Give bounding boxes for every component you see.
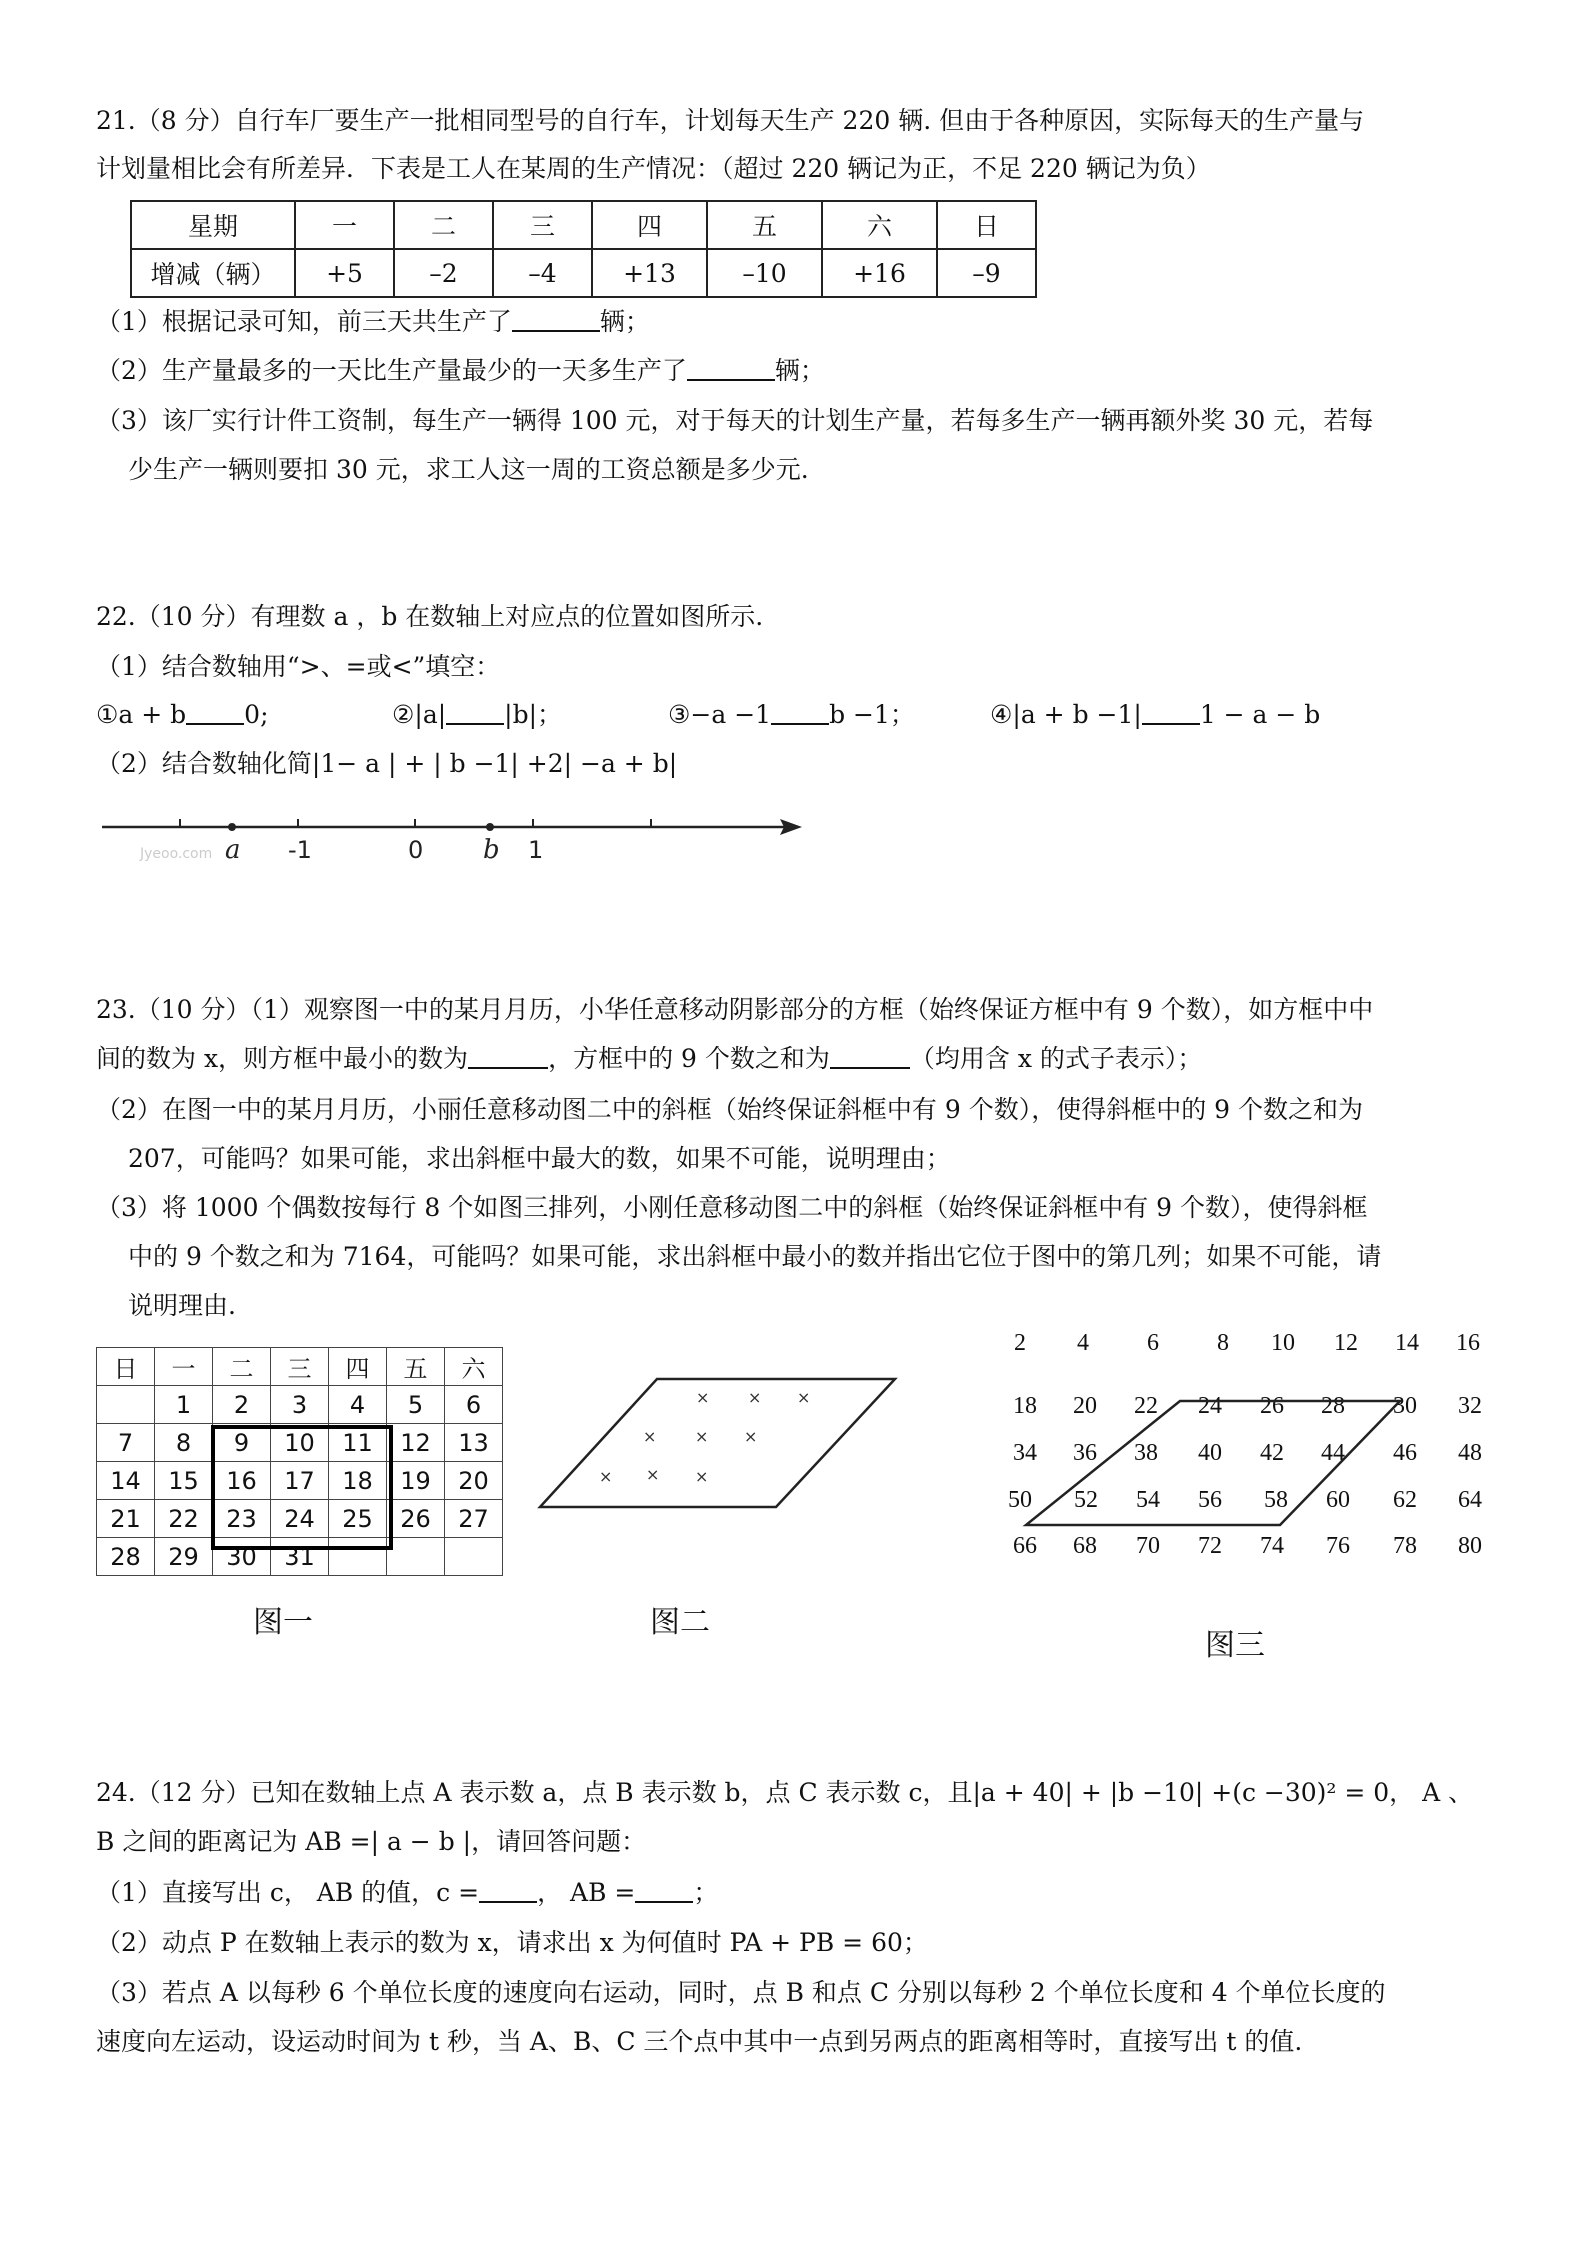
- grid-number: 70: [1136, 1533, 1160, 1559]
- x-mark: ×: [748, 1388, 762, 1407]
- axis-label-neg1: -1: [288, 836, 312, 864]
- grid-number: 32: [1458, 1393, 1482, 1419]
- x-mark: ×: [599, 1467, 613, 1486]
- calendar-cell: 1: [155, 1386, 213, 1424]
- calendar-cell: 四: [329, 1348, 387, 1386]
- grid-number: 60: [1326, 1487, 1350, 1513]
- grid-number: 36: [1073, 1440, 1097, 1466]
- calendar-cell: 3: [271, 1386, 329, 1424]
- q22-item4-text: ④|a + b −1|: [990, 700, 1142, 729]
- answer-blank[interactable]: [446, 699, 504, 725]
- q22-item1-rhs: 0;: [244, 700, 269, 729]
- grid-number: 72: [1198, 1533, 1222, 1559]
- slanted-frame-diagram[interactable]: [538, 1375, 908, 1515]
- calendar-cell: 三: [271, 1348, 329, 1386]
- frame-marks: [599, 1388, 810, 1486]
- x-mark: ×: [646, 1465, 660, 1484]
- grid-number: 26: [1260, 1393, 1284, 1419]
- calendar-cell: 9: [213, 1424, 271, 1462]
- q22-part2: （2）结合数轴化简|1− a | + | b −1| +2| −a + b|: [96, 749, 678, 778]
- grid-number: 24: [1198, 1393, 1222, 1419]
- q23-part3-line2: 中的 9 个数之和为 7164，可能吗？如果可能，求出斜框中最小的数并指出它位于图中的第几列；如果不可能，请: [128, 1242, 1382, 1271]
- grid-number: 64: [1458, 1487, 1482, 1513]
- grid-number: 62: [1393, 1487, 1417, 1513]
- table-cell: 二: [394, 201, 493, 249]
- calendar-cell: 15: [155, 1462, 213, 1500]
- grid-number: 66: [1013, 1533, 1037, 1559]
- calendar-header-row: [97, 1348, 503, 1386]
- grid-number: 4: [1077, 1330, 1089, 1356]
- calendar-cell: 27: [445, 1500, 503, 1538]
- table-cell: 五: [707, 201, 822, 249]
- production-value-row: [131, 249, 1036, 297]
- q21-part2: [96, 354, 825, 388]
- grid-number: 68: [1073, 1533, 1097, 1559]
- fig1-caption: 图一: [253, 1605, 313, 1640]
- table-cell: 四: [592, 201, 707, 249]
- grid-number: 42: [1260, 1440, 1284, 1466]
- grid-number: 80: [1458, 1533, 1482, 1559]
- answer-blank[interactable]: [186, 699, 244, 725]
- grid-number: 56: [1198, 1487, 1222, 1513]
- table-cell: –2: [394, 249, 493, 297]
- table-cell: –9: [937, 249, 1036, 297]
- q21-line1: 21.（8 分）自行车厂要生产一批相同型号的自行车，计划每天生产 220 辆. 但由于各种原因，实际每天的生产量与: [96, 106, 1365, 135]
- grid-number: 44: [1321, 1440, 1345, 1466]
- grid-number: 28: [1321, 1393, 1345, 1419]
- calendar-cell: 25: [329, 1500, 387, 1538]
- q22-item2-text: ②|a|: [392, 700, 447, 729]
- calendar-cell: 日: [97, 1348, 155, 1386]
- q24-part3-line1: （3）若点 A 以每秒 6 个单位长度的速度向右运动，同时，点 B 和点 C 分别以每秒 2 个单位长度和 4 个单位长度的: [96, 1978, 1386, 2007]
- answer-blank[interactable]: [1142, 699, 1200, 725]
- q22-line1: 22.（10 分）有理数 a ，b 在数轴上对应点的位置如图所示.: [96, 602, 764, 631]
- q24-part1: [96, 1876, 718, 1910]
- calendar-cell: 17: [271, 1462, 329, 1500]
- calendar-cell: [445, 1538, 503, 1576]
- q22-item2-rhs: |b|；: [504, 700, 563, 729]
- calendar-cell: 24: [271, 1500, 329, 1538]
- calendar-cell: 14: [97, 1462, 155, 1500]
- calendar-cell: 2: [213, 1386, 271, 1424]
- x-mark: ×: [797, 1388, 811, 1407]
- q24-line1: 24.（12 分）已知在数轴上点 A 表示数 a，点 B 表示数 b，点 C 表示数 c，且|a + 40| + |b −10| +(c −30)² = 0， A 、: [96, 1778, 1474, 1807]
- grid-number: 22: [1134, 1393, 1158, 1419]
- q24-part1-text: （1）直接写出 c， AB 的值，c =: [96, 1878, 480, 1907]
- calendar-cell: [387, 1538, 445, 1576]
- q23-line2-mid: ，方框中的 9 个数之和为: [548, 1044, 830, 1073]
- q23-line1: 23.（10 分）（1）观察图一中的某月月历，小华任意移动阴影部分的方框（始终保证方框中有 9 个数），如方框中中: [96, 995, 1374, 1024]
- x-mark: ×: [695, 1467, 709, 1486]
- grid-number: 14: [1395, 1330, 1419, 1356]
- grid-number: 18: [1013, 1393, 1037, 1419]
- x-mark: ×: [643, 1427, 657, 1446]
- grid-number: 34: [1013, 1440, 1037, 1466]
- parallelogram-frame: [540, 1379, 895, 1507]
- calendar-cell: 19: [387, 1462, 445, 1500]
- axis-label-a: a: [225, 835, 241, 865]
- q22-item3: [668, 698, 915, 732]
- table-cell: 增减（辆）: [131, 249, 295, 297]
- answer-blank[interactable]: [479, 1877, 537, 1903]
- calendar-cell: 26: [387, 1500, 445, 1538]
- calendar-cell: 6: [445, 1386, 503, 1424]
- q21-part3-line2: 少生产一辆则要扣 30 元，求工人这一周的工资总额是多少元.: [128, 455, 809, 484]
- grid-number: 12: [1334, 1330, 1358, 1356]
- q21-part3-line1: （3）该厂实行计件工资制，每生产一辆得 100 元，对于每天的计划生产量，若每多生产一辆再额外奖 30 元，若每: [96, 406, 1374, 435]
- q21-part1: [96, 305, 650, 339]
- fig2-caption: 图二: [650, 1605, 710, 1640]
- q24-part3-line2: 速度向左运动，设运动时间为 t 秒，当 A、B、C 三个点中其中一点到另两点的距离相等时，直接写出 t 的值.: [96, 2027, 1303, 2056]
- calendar-cell: 一: [155, 1348, 213, 1386]
- grid-number: 16: [1456, 1330, 1480, 1356]
- calendar-cell: 5: [387, 1386, 445, 1424]
- table-cell: 星期: [131, 201, 295, 249]
- table-cell: –4: [493, 249, 592, 297]
- table-cell: +5: [295, 249, 394, 297]
- grid-number: 2: [1014, 1330, 1026, 1356]
- grid-number: 8: [1217, 1330, 1229, 1356]
- q22-part1: （1）结合数轴用“>、=或<”填空：: [96, 652, 501, 681]
- calendar-cell: 六: [445, 1348, 503, 1386]
- axis-label-b: b: [483, 835, 500, 865]
- x-mark: ×: [695, 1427, 709, 1446]
- calendar-row: [97, 1386, 503, 1424]
- axis-label-1: 1: [528, 836, 544, 864]
- q23-part2-line1: （2）在图一中的某月月历，小丽任意移动图二中的斜框（始终保证斜框中有 9 个数），使得斜框中的 9 个数之和为: [96, 1095, 1364, 1124]
- calendar-cell: 12: [387, 1424, 445, 1462]
- grid-number: 20: [1073, 1393, 1097, 1419]
- answer-blank[interactable]: [512, 306, 600, 332]
- calendar-cell: 二: [213, 1348, 271, 1386]
- axis-label-0: 0: [408, 836, 424, 864]
- q24-part2: （2）动点 P 在数轴上表示的数为 x，请求出 x 为何值时 PA + PB = 60；: [96, 1928, 928, 1957]
- table-cell: +13: [592, 249, 707, 297]
- grid-number: 48: [1458, 1440, 1482, 1466]
- calendar-cell: 21: [97, 1500, 155, 1538]
- grid-number: 58: [1264, 1487, 1288, 1513]
- answer-blank[interactable]: [771, 699, 829, 725]
- calendar-cell: 4: [329, 1386, 387, 1424]
- q23-line2-end: （均用含 x 的式子表示）；: [909, 1044, 1203, 1073]
- table-cell: –10: [707, 249, 822, 297]
- calendar-cell: 28: [97, 1538, 155, 1576]
- x-mark: ×: [744, 1427, 758, 1446]
- point-b: [486, 823, 494, 831]
- q24-part1-mid: ， AB =: [537, 1878, 636, 1907]
- calendar-cell: 7: [97, 1424, 155, 1462]
- grid-number: 38: [1134, 1440, 1158, 1466]
- calendar-cell: 29: [155, 1538, 213, 1576]
- point-a: [228, 823, 236, 831]
- q23-part3-line1: （3）将 1000 个偶数按每行 8 个如图三排列，小刚任意移动图二中的斜框（始终保证斜框中有 9 个数），使得斜框: [96, 1193, 1368, 1222]
- answer-blank[interactable]: [830, 1043, 910, 1069]
- calendar-cell: 22: [155, 1500, 213, 1538]
- calendar-cell: 20: [445, 1462, 503, 1500]
- calendar-cell: 10: [271, 1424, 329, 1462]
- answer-blank[interactable]: [687, 355, 775, 381]
- calendar-cell: 8: [155, 1424, 213, 1462]
- q21-line2: 计划量相比会有所差异．下表是工人在某周的生产情况：（超过 220 辆记为正，不足 220 辆记为负）: [96, 154, 1211, 183]
- q21-part1-text: （1）根据记录可知，前三天共生产了: [96, 307, 512, 336]
- table-cell: 日: [937, 201, 1036, 249]
- q23-part2-line2: 207，可能吗？如果可能，求出斜框中最大的数，如果不可能，说明理由；: [128, 1144, 951, 1173]
- number-line: [100, 800, 820, 880]
- answer-blank[interactable]: [468, 1043, 548, 1069]
- q22-item3-text: ③−a −1: [668, 700, 772, 729]
- calendar-cell: 13: [445, 1424, 503, 1462]
- grid-number: 78: [1393, 1533, 1417, 1559]
- q22-item1: [96, 698, 269, 732]
- grid-number: 40: [1198, 1440, 1222, 1466]
- grid-number: 76: [1326, 1533, 1350, 1559]
- table-cell: 三: [493, 201, 592, 249]
- watermark: Jyeoo.com: [140, 846, 213, 862]
- calendar-cell: 16: [213, 1462, 271, 1500]
- calendar-cell: 五: [387, 1348, 445, 1386]
- grid-number: 54: [1136, 1487, 1160, 1513]
- q22-item1-text: ①a + b: [96, 700, 187, 729]
- x-mark: ×: [696, 1388, 710, 1407]
- q21-part2-unit: 辆；: [774, 356, 825, 385]
- grid-number: 52: [1074, 1487, 1098, 1513]
- q23-part3-line3: 说明理由.: [128, 1291, 236, 1320]
- calendar-cell: 30: [213, 1538, 271, 1576]
- grid-number: 6: [1147, 1330, 1159, 1356]
- q23-line2: [96, 1042, 1202, 1076]
- table-cell: 一: [295, 201, 394, 249]
- calendar-cell: 18: [329, 1462, 387, 1500]
- q22-item4-rhs: 1 − a − b: [1199, 700, 1321, 729]
- calendar-cell: 31: [271, 1538, 329, 1576]
- grid-number: 30: [1393, 1393, 1417, 1419]
- q21-part2-text: （2）生产量最多的一天比生产量最少的一天多生产了: [96, 356, 687, 385]
- table-cell: 六: [822, 201, 937, 249]
- q24-part1-end: ；: [693, 1878, 719, 1907]
- q23-line2-text: 间的数为 x，则方框中最小的数为: [96, 1044, 469, 1073]
- grid-number: 50: [1008, 1487, 1032, 1513]
- grid-number: 74: [1260, 1533, 1284, 1559]
- grid-slanted-frame[interactable]: [990, 1330, 1510, 1570]
- q22-item4: [990, 698, 1320, 732]
- answer-blank[interactable]: [635, 1877, 693, 1903]
- grid-number: 46: [1393, 1440, 1417, 1466]
- calendar-selection-box[interactable]: [211, 1425, 393, 1550]
- q22-item3-rhs: b −1；: [829, 700, 915, 729]
- calendar-cell: 23: [213, 1500, 271, 1538]
- fig3-caption: 图三: [1205, 1628, 1265, 1663]
- q21-part1-unit: 辆；: [599, 307, 650, 336]
- table-cell: +16: [822, 249, 937, 297]
- production-table: [130, 200, 1037, 298]
- calendar-cell: 11: [329, 1424, 387, 1462]
- production-header-row: [131, 201, 1036, 249]
- q22-item2: [392, 698, 562, 732]
- calendar-cell: [97, 1386, 155, 1424]
- grid-number: 10: [1271, 1330, 1295, 1356]
- q24-line2: B 之间的距离记为 AB =| a − b |，请回答问题：: [96, 1827, 647, 1856]
